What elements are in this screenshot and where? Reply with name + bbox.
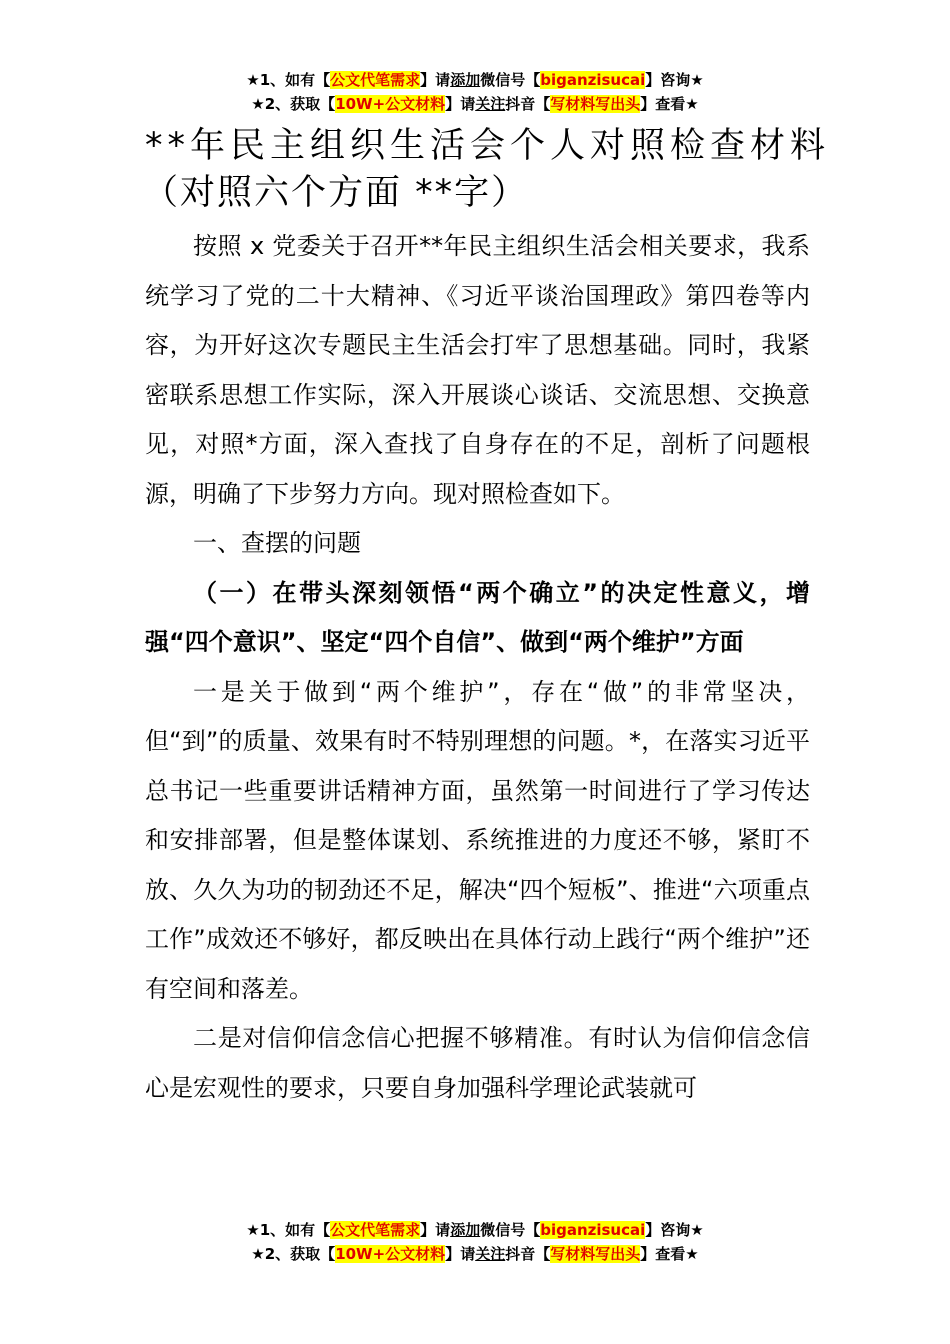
promo-text: ★2、获取【 <box>251 95 336 113</box>
promo-text: 】查看★ <box>640 95 699 113</box>
promo-text: 】咨询★ <box>645 71 704 89</box>
document-title: **年民主组织生活会个人对照检查材料 <box>145 126 831 166</box>
promo-text: 抖音【 <box>505 1245 551 1263</box>
promo-line-2 <box>0 92 950 116</box>
promo-text: 】请 <box>445 1245 476 1263</box>
promo-text: 】查看★ <box>640 1245 699 1263</box>
subsection-heading: （一）在带头深刻领悟“两个确立”的决定性意义，增强“四个意识”、坚定“四个自信”、做到“两个维护”方面 <box>145 578 810 656</box>
promo-text: 微信号【 <box>480 1221 541 1239</box>
promo-text: 】请 <box>420 71 451 89</box>
promo-douyin-account: 写材料写出头 <box>550 1245 641 1263</box>
promo-highlight: 10W+公文材料 <box>335 95 446 113</box>
body-paragraph: 二是对信仰信念信心把握不够精准。有时认为信仰信念信心是宏观性的要求，只要自身加强科学理论武装就可 <box>145 1024 810 1102</box>
promo-text: 微信号【 <box>480 71 541 89</box>
promo-line-1 <box>0 68 950 92</box>
promo-text: 抖音【 <box>505 95 551 113</box>
document-subtitle: （对照六个方面 **字） <box>143 173 529 213</box>
promo-underlined: 添加 <box>450 1221 481 1239</box>
section-heading: 一、查摆的问题 <box>193 529 361 557</box>
promo-text: 】请 <box>420 1221 451 1239</box>
promo-wechat-id: biganzisucai <box>540 71 646 89</box>
promo-highlight: 公文代笔需求 <box>330 71 421 89</box>
promo-line-1 <box>0 1218 950 1242</box>
promo-line-2 <box>0 1242 950 1266</box>
promo-text: ★1、如有【 <box>246 71 331 89</box>
promo-underlined: 关注 <box>475 1245 506 1263</box>
promo-underlined: 关注 <box>475 95 506 113</box>
promo-text: ★2、获取【 <box>251 1245 336 1263</box>
promo-highlight: 公文代笔需求 <box>330 1221 421 1239</box>
promo-wechat-id: biganzisucai <box>540 1221 646 1239</box>
promo-underlined: 添加 <box>450 71 481 89</box>
promo-douyin-account: 写材料写出头 <box>550 95 641 113</box>
promo-banner-bottom <box>0 1218 950 1266</box>
promo-banner-top <box>0 68 950 116</box>
promo-text: ★1、如有【 <box>246 1221 331 1239</box>
promo-text: 】请 <box>445 95 476 113</box>
intro-paragraph: 按照 x 党委关于召开**年民主组织生活会相关要求，我系统学习了党的二十大精神、《习近平谈治国理政》第四卷等内容，为开好这次专题民主生活会打牢了思想基础。同时，我紧密联系思想工作实际，深入开展谈心谈话、交流思想、交换意见，对照*方面，深入查找了自身存在的不足，剖析了问题根源，明确了下步努力方向。现对照检查如下。 <box>145 232 810 508</box>
promo-highlight: 10W+公文材料 <box>335 1245 446 1263</box>
promo-text: 】咨询★ <box>645 1221 704 1239</box>
document-body <box>145 222 810 1113</box>
body-paragraph: 一是关于做到“两个维护”，存在“做”的非常坚决，但“到”的质量、效果有时不特别理想的问题。*，在落实习近平总书记一些重要讲话精神方面，虽然第一时间进行了学习传达和安排部署，但是整体谋划、系统推进的力度还不够，紧盯不放、久久为功的韧劲还不足，解决“四个短板”、推进“六项重点工作”成效还不够好，都反映出在具体行动上践行“两个维护”还有空间和落差。 <box>145 677 810 1003</box>
